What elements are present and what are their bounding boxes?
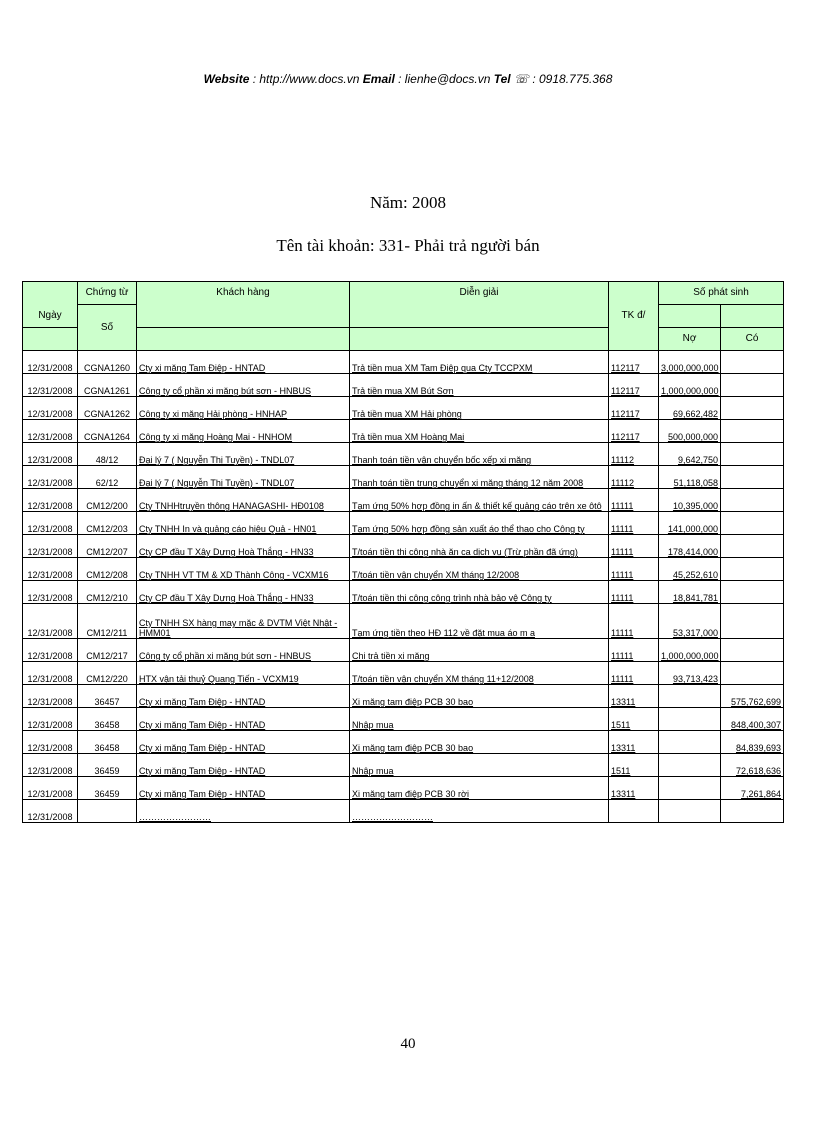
cell-account: 11111 <box>609 639 659 662</box>
cell-customer: Đại lý 7 ( Nguyễn Thị Tuyền) - TNDL07 <box>137 466 350 489</box>
tel-label: Tel <box>493 72 511 86</box>
cell-description: Trả tiền mua XM Hoàng Mai <box>350 420 609 443</box>
cell-doc: 62/12 <box>78 466 137 489</box>
cell-doc: CM12/220 <box>78 662 137 685</box>
cell-account: 11111 <box>609 581 659 604</box>
page-header <box>0 72 816 86</box>
cell-customer: Công ty cổ phần xi măng bút sơn - HNBUS <box>137 639 350 662</box>
header-so-phat-sinh: Số phát sinh <box>659 282 784 305</box>
email-label: Email <box>362 72 395 86</box>
tel-value: : 0918.775.368 <box>532 72 613 86</box>
cell-date: 12/31/2008 <box>23 466 78 489</box>
header-blank-customer <box>137 328 350 351</box>
cell-date: 12/31/2008 <box>23 351 78 374</box>
cell-credit <box>721 443 784 466</box>
table-row <box>23 777 784 800</box>
cell-debit: 1,000,000,000 <box>659 374 721 397</box>
cell-credit: 72,618,636 <box>721 754 784 777</box>
year-title: Năm: 2008 <box>369 193 447 212</box>
cell-description: Thanh toán tiền trung chuyển xi măng tháng 12 năm 2008 <box>350 466 609 489</box>
table-row <box>23 397 784 420</box>
cell-description: ……………………… <box>350 800 609 823</box>
cell-debit: 500,000,000 <box>659 420 721 443</box>
table-row <box>23 754 784 777</box>
table-row <box>23 731 784 754</box>
cell-description: Nhập mua <box>350 708 609 731</box>
cell-credit <box>721 662 784 685</box>
cell-customer: HTX vận tải thuỷ Quang Tiến - VCXM19 <box>137 662 350 685</box>
cell-doc: CGNA1262 <box>78 397 137 420</box>
cell-debit: 45,252,610 <box>659 558 721 581</box>
cell-account: 112117 <box>609 420 659 443</box>
cell-credit <box>721 512 784 535</box>
header-no: Nợ <box>659 328 721 351</box>
cell-debit: 93,713,423 <box>659 662 721 685</box>
cell-debit: 3,000,000,000 <box>659 351 721 374</box>
cell-doc: 36457 <box>78 685 137 708</box>
cell-credit <box>721 420 784 443</box>
cell-debit: 51,118,058 <box>659 466 721 489</box>
cell-doc: 36458 <box>78 708 137 731</box>
cell-credit <box>721 558 784 581</box>
header-ngay <box>23 282 78 328</box>
header-ngay-label: Ngày <box>38 310 62 321</box>
cell-credit: 575,762,699 <box>721 685 784 708</box>
cell-credit <box>721 535 784 558</box>
cell-account: 1511 <box>609 754 659 777</box>
table-row <box>23 604 784 639</box>
table-row <box>23 639 784 662</box>
table-row <box>23 685 784 708</box>
header-co: Có <box>721 328 784 351</box>
table-row <box>23 581 784 604</box>
cell-credit <box>721 489 784 512</box>
ledger-table <box>22 281 784 823</box>
cell-customer: …………………… <box>137 800 350 823</box>
cell-account: 13311 <box>609 685 659 708</box>
cell-date: 12/31/2008 <box>23 535 78 558</box>
cell-account: 11111 <box>609 535 659 558</box>
cell-debit <box>659 777 721 800</box>
cell-doc: CM12/203 <box>78 512 137 535</box>
cell-doc: CM12/217 <box>78 639 137 662</box>
cell-date: 12/31/2008 <box>23 754 78 777</box>
table-row <box>23 420 784 443</box>
cell-account: 11111 <box>609 558 659 581</box>
cell-customer: Cty TNHH SX hàng may mặc & DVTM Việt Nhật - HMM01 <box>137 604 350 639</box>
cell-date: 12/31/2008 <box>23 777 78 800</box>
cell-doc: CGNA1261 <box>78 374 137 397</box>
cell-customer: Cty xi măng Tam Điệp - HNTAD <box>137 731 350 754</box>
cell-credit: 7,261,864 <box>721 777 784 800</box>
cell-debit <box>659 708 721 731</box>
cell-account: 11111 <box>609 512 659 535</box>
cell-customer: Cty CP đầu T Xây Dựng Hoà Thắng - HN33 <box>137 535 350 558</box>
cell-customer: Cty TNHH In và quảng cáo hiệu Quả - HN01 <box>137 512 350 535</box>
cell-customer: Công ty xi măng Hoàng Mai - HNHOM <box>137 420 350 443</box>
cell-account: 112117 <box>609 351 659 374</box>
cell-doc: 36459 <box>78 754 137 777</box>
cell-date: 12/31/2008 <box>23 420 78 443</box>
phone-icon: ☏ <box>513 72 529 86</box>
cell-customer: Cty xi măng Tam Điệp - HNTAD <box>137 754 350 777</box>
table-row <box>23 535 784 558</box>
cell-description: T/toán tiền vận chuyển XM tháng 12/2008 <box>350 558 609 581</box>
cell-customer: Cty xi măng Tam Điệp - HNTAD <box>137 351 350 374</box>
cell-account: 112117 <box>609 374 659 397</box>
cell-description: Trả tiền mua XM Bút Sơn <box>350 374 609 397</box>
cell-debit <box>659 731 721 754</box>
cell-customer: Cty TNHHtruyền thông HANAGASHI- HĐ0108 <box>137 489 350 512</box>
cell-description: T/toán tiền vận chuyển XM tháng 11+12/2008 <box>350 662 609 685</box>
table-row <box>23 351 784 374</box>
header-tk-du: TK đ/ <box>609 282 659 351</box>
cell-date: 12/31/2008 <box>23 581 78 604</box>
cell-doc: CM12/207 <box>78 535 137 558</box>
cell-doc: 36459 <box>78 777 137 800</box>
cell-credit: 848,400,307 <box>721 708 784 731</box>
table-row <box>23 489 784 512</box>
cell-customer: Cty TNHH VT TM & XD Thành Công - VCXM16 <box>137 558 350 581</box>
cell-description: Trả tiền mua XM Tam Điệp qua Cty TCCPXM <box>350 351 609 374</box>
cell-credit <box>721 581 784 604</box>
cell-date: 12/31/2008 <box>23 512 78 535</box>
cell-doc: CGNA1260 <box>78 351 137 374</box>
cell-debit: 18,841,781 <box>659 581 721 604</box>
cell-doc: 48/12 <box>78 443 137 466</box>
cell-customer: Cty CP đầu T Xây Dựng Hoà Thắng - HN33 <box>137 581 350 604</box>
cell-account: 13311 <box>609 777 659 800</box>
table-row <box>23 662 784 685</box>
cell-account: 11111 <box>609 604 659 639</box>
cell-credit <box>721 397 784 420</box>
cell-description: T/toán tiền thi công công trình nhà bảo vệ Công ty <box>350 581 609 604</box>
cell-doc: 36458 <box>78 731 137 754</box>
cell-debit: 9,642,750 <box>659 443 721 466</box>
cell-debit <box>659 685 721 708</box>
cell-date: 12/31/2008 <box>23 662 78 685</box>
table-row <box>23 374 784 397</box>
cell-credit <box>721 604 784 639</box>
cell-credit <box>721 466 784 489</box>
cell-debit: 10,395,000 <box>659 489 721 512</box>
header-row-3 <box>23 328 784 351</box>
cell-doc: CM12/210 <box>78 581 137 604</box>
email-value: : lienhe@docs.vn <box>398 72 491 86</box>
cell-credit <box>721 639 784 662</box>
table-row <box>23 443 784 466</box>
header-chung-tu: Chứng từ <box>78 282 137 305</box>
cell-account: 13311 <box>609 731 659 754</box>
table-row <box>23 512 784 535</box>
cell-credit <box>721 800 784 823</box>
cell-description: Tạm ứng tiền theo HĐ 112 về đặt mua áo m a <box>350 604 609 639</box>
cell-date: 12/31/2008 <box>23 489 78 512</box>
cell-debit <box>659 754 721 777</box>
cell-doc: CGNA1264 <box>78 420 137 443</box>
table-row <box>23 708 784 731</box>
cell-description: Tạm ứng 50% hợp đồng in ấn & thiết kế quảng cáo trên xe ôtô <box>350 489 609 512</box>
cell-date: 12/31/2008 <box>23 708 78 731</box>
cell-debit: 53,317,000 <box>659 604 721 639</box>
cell-doc <box>78 800 137 823</box>
cell-customer: Cty xi măng Tam Điệp - HNTAD <box>137 777 350 800</box>
cell-date: 12/31/2008 <box>23 731 78 754</box>
cell-debit: 69,662,482 <box>659 397 721 420</box>
cell-debit: 141,000,000 <box>659 512 721 535</box>
cell-account: 11112 <box>609 466 659 489</box>
cell-description: Tạm ứng 50% hợp đồng sản xuất áo thể thao cho Công ty <box>350 512 609 535</box>
cell-credit <box>721 374 784 397</box>
cell-debit: 1,000,000,000 <box>659 639 721 662</box>
cell-debit: 178,414,000 <box>659 535 721 558</box>
cell-debit <box>659 800 721 823</box>
header-blank-date <box>23 328 78 351</box>
cell-customer: Công ty cổ phần xi măng bút sơn - HNBUS <box>137 374 350 397</box>
cell-doc: CM12/211 <box>78 604 137 639</box>
cell-date: 12/31/2008 <box>23 443 78 466</box>
cell-description: Xi măng tam điệp PCB 30 bao <box>350 731 609 754</box>
cell-date: 12/31/2008 <box>23 558 78 581</box>
cell-account: 112117 <box>609 397 659 420</box>
cell-customer: Công ty xi măng Hải phòng - HNHAP <box>137 397 350 420</box>
cell-credit <box>721 351 784 374</box>
cell-account: 1511 <box>609 708 659 731</box>
header-khach-hang: Khách hàng <box>137 282 350 328</box>
cell-date: 12/31/2008 <box>23 374 78 397</box>
cell-doc: CM12/208 <box>78 558 137 581</box>
cell-customer: Cty xi măng Tam Điệp - HNTAD <box>137 685 350 708</box>
table-row <box>23 558 784 581</box>
cell-description: T/toán tiền thi công nhà ăn ca dịch vụ (Trừ phần đã ứng) <box>350 535 609 558</box>
header-row-1 <box>23 282 784 305</box>
cell-account <box>609 800 659 823</box>
cell-description: Chi trả tiền xi măng <box>350 639 609 662</box>
website-label: Website <box>203 72 250 86</box>
cell-account: 11112 <box>609 443 659 466</box>
cell-description: Trả tiền mua XM Hải phòng <box>350 397 609 420</box>
cell-account: 11111 <box>609 662 659 685</box>
cell-doc: CM12/200 <box>78 489 137 512</box>
table-row <box>23 466 784 489</box>
cell-account: 11111 <box>609 489 659 512</box>
cell-description: Xi măng tam điệp PCB 30 bao <box>350 685 609 708</box>
cell-description: Xi măng tam điệp PCB 30 rời <box>350 777 609 800</box>
cell-date: 12/31/2008 <box>23 800 78 823</box>
cell-description: Nhập mua <box>350 754 609 777</box>
cell-customer: Cty xi măng Tam Điệp - HNTAD <box>137 708 350 731</box>
header-blank-desc <box>350 328 609 351</box>
header-dien-giai: Diễn giải <box>350 282 609 328</box>
cell-date: 12/31/2008 <box>23 397 78 420</box>
header-blank-no <box>659 305 721 328</box>
header-so: Số <box>78 305 137 351</box>
page-number: 40 <box>400 1036 416 1052</box>
account-title: Tên tài khoản: 331- Phải trả người bán <box>276 236 540 255</box>
website-value: : http://www.docs.vn <box>252 72 360 86</box>
table-row <box>23 800 784 823</box>
cell-description: Thanh toán tiền vận chuyển bốc xếp xi măng <box>350 443 609 466</box>
cell-date: 12/31/2008 <box>23 685 78 708</box>
header-blank-co <box>721 305 784 328</box>
cell-date: 12/31/2008 <box>23 604 78 639</box>
cell-date: 12/31/2008 <box>23 639 78 662</box>
cell-customer: Đại lý 7 ( Nguyễn Thị Tuyền) - TNDL07 <box>137 443 350 466</box>
cell-credit: 84,839,693 <box>721 731 784 754</box>
